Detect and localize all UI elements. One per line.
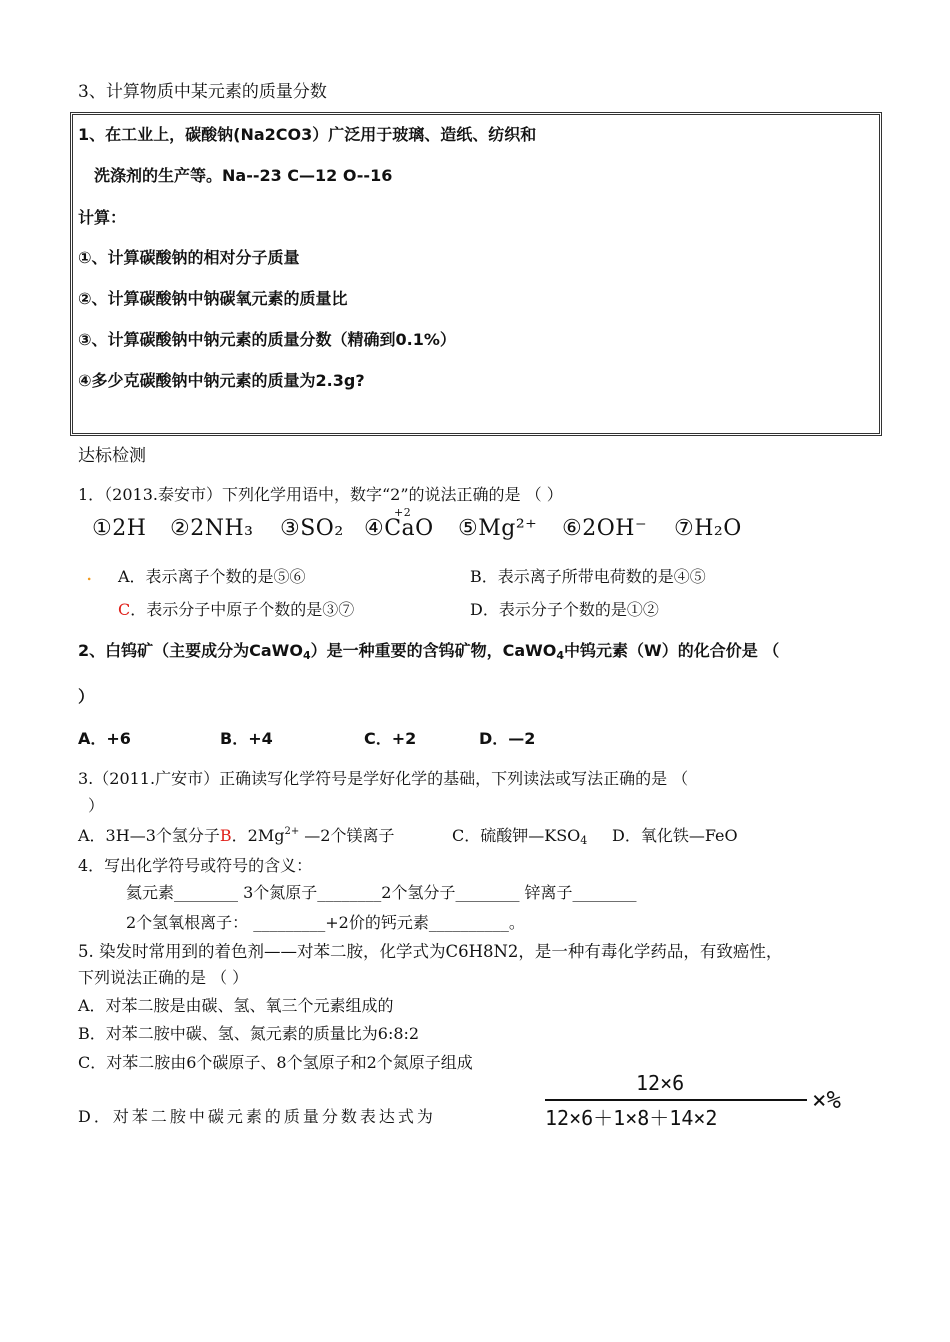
q2-stem-end: ） xyxy=(78,687,95,706)
q5-option-a: A．对苯二胺是由碳、氢、氧三个元素组成的 xyxy=(78,996,394,1015)
q3-option-b-letter: B xyxy=(219,826,232,845)
q3-stem-end: ） xyxy=(88,796,105,815)
box-line-3: 计算： xyxy=(78,208,127,227)
q5-option-b: B．对苯二胺中碳、氢、氮元素的质量比为6:8:2 xyxy=(78,1024,420,1043)
fraction-numerator: 12×6 xyxy=(636,1071,685,1095)
q2-option-d: D．—2 xyxy=(479,729,536,748)
q3-option-a: A．3H—3个氢分子 xyxy=(78,826,220,845)
box-line-2: 洗涤剂的生产等。Na--23 C—12 O--16 xyxy=(94,166,393,185)
q2-sub-1: 4 xyxy=(302,649,311,662)
q1-stem: 1．（2013.泰安市）下列化学用语中，数字“2”的说法正确的是 （ ） xyxy=(78,485,563,504)
q2-option-c: C．+2 xyxy=(364,729,417,748)
formula-3: ③SO₂ xyxy=(280,516,344,541)
formula-6: ⑥2OH⁻ xyxy=(562,516,648,541)
q1-option-d: D．表示分子个数的是①② xyxy=(470,600,659,619)
q3-options xyxy=(78,823,394,846)
section-title: 3、计算物质中某元素的质量分数 xyxy=(78,82,327,102)
q3-option-c-sub: 4 xyxy=(580,834,588,847)
formula-2: ②2NH₃ xyxy=(170,516,254,541)
box-line-5: ②、计算碳酸钠中钠碳氧元素的质量比 xyxy=(78,289,348,308)
q2-stem-b: ）是一种重要的含钨矿物，CaWO xyxy=(310,641,557,660)
q3-option-b-a: ．2Mg xyxy=(231,826,285,845)
q3-option-c-text: C．硫酸钾—KSO xyxy=(452,826,581,845)
formula-1: ①2H xyxy=(92,516,147,541)
q5-option-c: C．对苯二胺由6个碳原子、8个氢原子和2个氮原子组成 xyxy=(78,1053,473,1072)
q3-option-c xyxy=(452,823,587,847)
q3-stem: 3.（2011.广安市）正确读写化学符号是学好化学的基础，下列读法或写法正确的是 （ xyxy=(78,769,689,788)
q1-option-c-text: ．表示分子中原子个数的是③⑦ xyxy=(130,600,355,619)
q4-line-2: 2个氢氧根离子： _________+2价的钙元素__________。 xyxy=(126,913,525,932)
box-line-6: ③、计算碳酸钠中钠元素的质量分数（精确到0.1%） xyxy=(78,330,456,349)
fraction-bar xyxy=(545,1099,807,1101)
test-title: 达标检测 xyxy=(78,446,146,466)
q2-option-b: B．+4 xyxy=(220,729,273,748)
fraction-denominator: 12×6＋1×8＋14×2 xyxy=(545,1106,718,1130)
box-line-7: ④多少克碳酸钠中钠元素的质量为2.3g? xyxy=(78,371,365,390)
q1-formula-row xyxy=(92,506,752,552)
q5-stem-1: 5. 染发时常用到的着色剂——对苯二胺，化学式为C6H8N2，是一种有毒化学药品，有致癌性， xyxy=(78,942,783,961)
q4-stem: 4．写出化学符号或符号的含义： xyxy=(78,856,313,875)
cao-charge: +2 xyxy=(394,506,412,519)
q5-stem-2: 下列说法正确的是 （ ） xyxy=(78,968,249,987)
q2-sub-2: 4 xyxy=(556,649,565,662)
q1-option-c xyxy=(118,597,354,620)
q1-option-b: B．表示离子所带电荷数的是④⑤ xyxy=(470,567,706,586)
q2-stem-c: 中钨元素（W）的化合价是 （ xyxy=(564,641,780,660)
q4-line-1: 氦元素________ 3个氮原子________2个氢分子________ 锌离子________ xyxy=(126,883,637,902)
q2-stem xyxy=(78,638,779,662)
box-line-1: 1、在工业上，碳酸钠(Na2CO3）广泛用于玻璃、造纸、纺织和 xyxy=(78,125,537,144)
q2-option-a: A．+6 xyxy=(78,729,131,748)
q3-option-b-b: —2个镁离子 xyxy=(299,826,395,845)
q2-stem-a: 2、白钨矿（主要成分为CaWO xyxy=(78,641,303,660)
q1-option-c-letter: C xyxy=(118,600,131,619)
formula-5: ⑤Mg²⁺ xyxy=(458,516,538,541)
fraction-suffix: ×% xyxy=(812,1086,841,1114)
q3-option-b-sup: 2+ xyxy=(284,826,300,837)
q3-option-d: D．氧化铁—FeO xyxy=(612,826,738,845)
formula-4: ④CaO xyxy=(364,516,434,541)
box-line-4: ①、计算碳酸钠的相对分子质量 xyxy=(78,248,300,267)
marker-dot: . xyxy=(86,561,93,585)
q1-option-a: A．表示离子个数的是⑤⑥ xyxy=(118,567,306,586)
formula-7: ⑦H₂O xyxy=(674,516,742,541)
q5-option-d: D．对苯二胺中碳元素的质量分数表达式为 xyxy=(78,1107,436,1126)
